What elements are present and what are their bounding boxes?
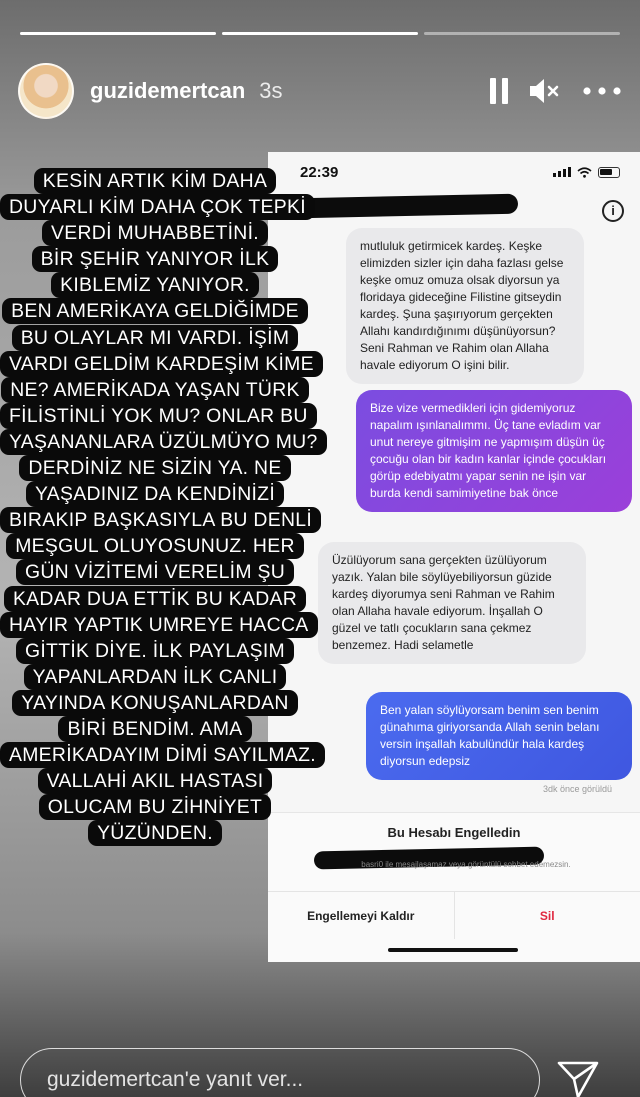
caption-line: YAYINDA KONUŞANLARDAN — [12, 690, 297, 716]
info-icon[interactable]: i — [602, 200, 624, 222]
message-bubble-incoming: Üzülüyorum sana gerçekten üzülüyorum yazık. Yalan bile söylüyebiliyorsun güzide kardeş diyorumya seni Rahman ve Rahim olan Allaha havale ediyorum. İnşallah O güzel ve tatlı çocukların sana çekmez benzemez. Hadi selametle — [318, 542, 586, 664]
caption-line: BİR ŞEHİR YANIYOR İLK — [32, 246, 279, 272]
caption-line: BIRAKIP BAŞKASIYLA BU DENLİ — [0, 507, 321, 533]
blocked-note: basri0 ile mesajlaşamaz veya görüntülü sohbet edemezsin. — [361, 860, 571, 869]
status-bar — [300, 162, 620, 182]
caption-line: YÜZÜNDEN. — [88, 820, 222, 846]
story-caption — [0, 168, 318, 846]
caption-line: GİTTİK DİYE. İLK PAYLAŞIM — [16, 638, 294, 664]
status-clock: 22:39 — [300, 163, 339, 181]
caption-line: BİRİ BENDİM. AMA — [58, 716, 251, 742]
avatar[interactable] — [18, 63, 74, 119]
caption-line: BEN AMERİKAYA GELDİĞİMDE — [2, 298, 308, 324]
caption-line: VALLAHİ AKIL HASTASI — [38, 768, 273, 794]
redaction-scribble — [296, 194, 518, 219]
caption-line: DERDİNİZ NE SİZİN YA. NE — [19, 455, 290, 481]
reply-input[interactable] — [47, 1068, 513, 1092]
pause-icon[interactable] — [490, 78, 508, 104]
progress-segment — [20, 32, 216, 35]
caption-line: KADAR DUA ETTİK BU KADAR — [4, 586, 306, 612]
more-icon[interactable] — [582, 86, 622, 96]
message-bubble-outgoing: Bize vize vermedikleri için gidemiyoruz napalım ışınlanalımmı. Üç tane evladım var unut nereye gitmişim ne yapmışım düşün üç çocuğu olan bir kadın kanlar içinde çocukları görüp edebiyatmı yapar senin ne işin var burda kendi samimiyetine bak önce — [356, 390, 632, 512]
wifi-icon — [577, 167, 592, 178]
caption-line: BU OLAYLAR MI VARDI. İŞİM — [12, 325, 299, 351]
battery-icon — [598, 167, 620, 178]
time-ago: 3s — [259, 78, 283, 103]
caption-line: KIBLEMİZ YANIYOR. — [51, 272, 259, 298]
caption-line: YAŞADINIZ DA KENDİNİZİ — [26, 481, 284, 507]
speaker-muted-icon[interactable] — [528, 77, 562, 105]
caption-line: GÜN VİZİTEMİ VERELİM ŞU — [16, 559, 294, 585]
home-indicator — [388, 948, 518, 952]
caption-line: NE? AMERİKADA YAŞAN TÜRK — [1, 377, 309, 403]
username[interactable]: guzidemertcan — [90, 78, 246, 103]
caption-line: DUYARLI KİM DAHA ÇOK TEPKİ — [0, 194, 315, 220]
caption-line: MEŞGUL OLUYOSUNUZ. HER — [6, 533, 304, 559]
story-progress — [20, 32, 620, 35]
message-bubble-outgoing: Ben yalan söylüyorsam benim sen benim günahıma giriyorsanda Allah senin belanı versin inşallah kabulündür hala kardeş diyorsun edepsiz — [366, 692, 632, 780]
send-icon[interactable] — [556, 1060, 600, 1097]
caption-line: VERDİ MUHABBETİNİ. — [42, 220, 268, 246]
caption-line: HAYIR YAPTIK UMREYE HACCA — [0, 612, 318, 638]
message-bubble-incoming: mutluluk getirmicek kardeş. Keşke elimizden sizler için daha fazlası gelse keşke omuz omuza olsak diyorsun ya floridaya gideceğine Filistine gitseydin kardeş. Şuna şaşırıyorum gerçekten Allahı kandırdığınımı düşünüyorsun? Seni Rahman ve Rahim olan Allaha havale ediyorum O işini bilir. — [346, 228, 584, 384]
progress-segment — [424, 32, 620, 35]
reply-bar[interactable] — [20, 1048, 540, 1097]
unblock-button[interactable]: Engellemeyi Kaldır — [268, 892, 455, 939]
caption-line: KESİN ARTIK KİM DAHA — [34, 168, 276, 194]
story-header — [18, 62, 622, 120]
delete-button[interactable]: Sil — [455, 892, 640, 939]
dm-screenshot — [268, 152, 640, 962]
signal-icon — [553, 167, 571, 177]
caption-line: AMERİKADAYIM DİMİ SAYILMAZ. — [0, 742, 325, 768]
caption-line: FİLİSTİNLİ YOK MU? ONLAR BU — [0, 403, 317, 429]
caption-line: VARDI GELDİM KARDEŞİM KİME — [0, 351, 323, 377]
seen-status: 3dk önce görüldü — [542, 784, 612, 794]
caption-line: YAPANLARDAN İLK CANLI — [24, 664, 287, 690]
caption-line: OLUCAM BU ZİHNİYET — [39, 794, 271, 820]
progress-segment — [222, 32, 418, 35]
blocked-account-section — [268, 812, 640, 962]
caption-line: YAŞANANLARA ÜZÜLMÜYO MU? — [0, 429, 327, 455]
blocked-title: Bu Hesabı Engelledin — [387, 825, 521, 840]
